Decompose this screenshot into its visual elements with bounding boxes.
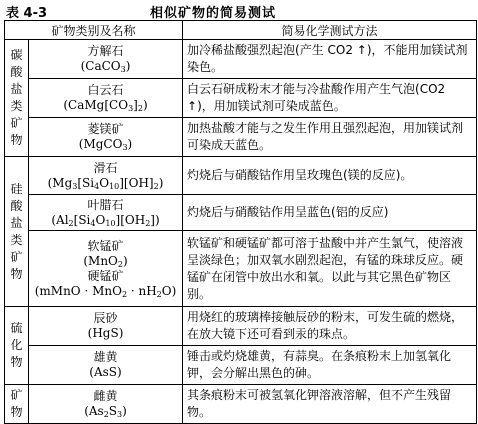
table-row — [5, 157, 477, 195]
table-caption — [0, 0, 478, 20]
method-text: 灼烧后与硝酸钴作用呈玫瑰色(镁的反应)。 — [187, 168, 413, 182]
table-row — [5, 231, 477, 307]
mineral-name: 叶腊石 — [87, 197, 124, 212]
mineral-cell — [29, 231, 183, 307]
mineral-formula: (MnO$_2$) — [83, 253, 128, 269]
mineral-formula: $(Al_2[Si_4O_{10}][OH_2])$ — [51, 212, 160, 228]
mineral-name: 软锰矿 — [87, 238, 124, 253]
method-text: 用烧红的玻璃棒接触辰砂的粉末，可发生硫的燃烧，在放大镜下还可看到汞的珠点。 — [187, 310, 464, 341]
mineral-formula: (MgCO$_3$) — [78, 137, 133, 152]
method-text: 加冷稀盐酸强烈起泡(产生 CO2 ↑)，不能用加镁试剂染色。 — [187, 43, 468, 74]
method-cell — [183, 118, 477, 157]
mineral-name-2: 硬锰矿 — [87, 268, 124, 283]
table-row — [5, 307, 477, 346]
mineral-cell — [29, 79, 183, 118]
method-text: 锤击或灼烧雄黄，有蒜臭。在条痕粉末上加氢氧化钾，会分解出黑色的砷。 — [187, 349, 452, 380]
mineral-cell — [29, 118, 183, 157]
mineral-name: 雄黄 — [93, 350, 118, 364]
mineral-cell — [29, 195, 183, 231]
table-row — [5, 346, 477, 385]
table-row — [5, 79, 477, 118]
method-cell — [183, 195, 477, 231]
mineral-cell — [29, 385, 183, 424]
mineral-cell — [29, 307, 183, 346]
table-number: 表 4-3 — [6, 6, 48, 21]
method-cell — [183, 346, 477, 385]
method-text: 灼烧后与硝酸钴作用呈蓝色(铝的反应) — [187, 205, 389, 219]
mineral-name: 滑石 — [93, 160, 118, 175]
method-cell — [183, 307, 477, 346]
header-method: 简易化学测试方法 — [183, 21, 477, 40]
method-text: 软锰矿和硬锰矿都可溶于盐酸中并产生氯气，使溶液呈淡绿色；加双氧水剧烈起泡，有锰的珠球反应。硬锰矿在闭管中放出水和氧。以此与其它黑色矿物区别。 — [187, 235, 464, 301]
header-mineral: 矿物类别及名称 — [5, 21, 183, 40]
method-cell — [183, 231, 477, 307]
group-silicate: 硅 酸 盐 类 矿 物 — [5, 157, 29, 307]
group-mineral: 矿 物 — [5, 385, 29, 424]
mineral-name: 白云石 — [87, 83, 124, 97]
mineral-formula: $(CaMg[CO_3]_2)$ — [63, 98, 148, 113]
table-row — [5, 118, 477, 157]
mineral-cell — [29, 40, 183, 79]
method-text: 白云石研成粉末才能与冷盐酸作用产生气泡(CO2 ↑)，用加镁试剂可染成蓝色。 — [187, 82, 446, 113]
mineral-formula: (HgS) — [87, 326, 124, 340]
group-sulfide: 硫 化 物 — [5, 307, 29, 385]
mineral-name: 辰砂 — [93, 311, 118, 325]
mineral-cell — [29, 346, 183, 385]
method-cell — [183, 157, 477, 195]
mineral-formula: (CaCO$_3$) — [80, 59, 131, 74]
table-row — [5, 195, 477, 231]
table-title: 相似矿物的简易测试 — [150, 6, 277, 21]
mineral-formula: $(As_2S_3)$ — [84, 404, 127, 419]
table-row — [5, 40, 477, 79]
mineral-formula: $(Mg_3[Si_4O_{10}][OH]_2)$ — [47, 175, 164, 191]
mineral-test-table — [4, 20, 477, 424]
method-cell — [183, 385, 477, 424]
mineral-name: 雌黄 — [93, 389, 118, 403]
method-cell — [183, 79, 477, 118]
header-row — [5, 21, 477, 40]
mineral-formula-2: (mMnO · $MnO_2 \cdot nH_2O$) — [34, 283, 177, 299]
table-row — [5, 385, 477, 424]
mineral-cell — [29, 157, 183, 195]
mineral-name: 菱镁矿 — [87, 122, 124, 136]
method-text: 加热盐酸才能与之发生作用且强烈起泡，用加镁试剂可染成天蓝色。 — [187, 121, 464, 152]
method-text: 其条痕粉末可被氢氧化钾溶液溶解，但不产生残留物。 — [187, 388, 452, 419]
group-carbonate: 碳 酸 盐 类 矿 物 — [5, 40, 29, 157]
mineral-name: 方解石 — [87, 44, 124, 58]
mineral-formula: (AsS) — [89, 365, 122, 379]
method-cell — [183, 40, 477, 79]
